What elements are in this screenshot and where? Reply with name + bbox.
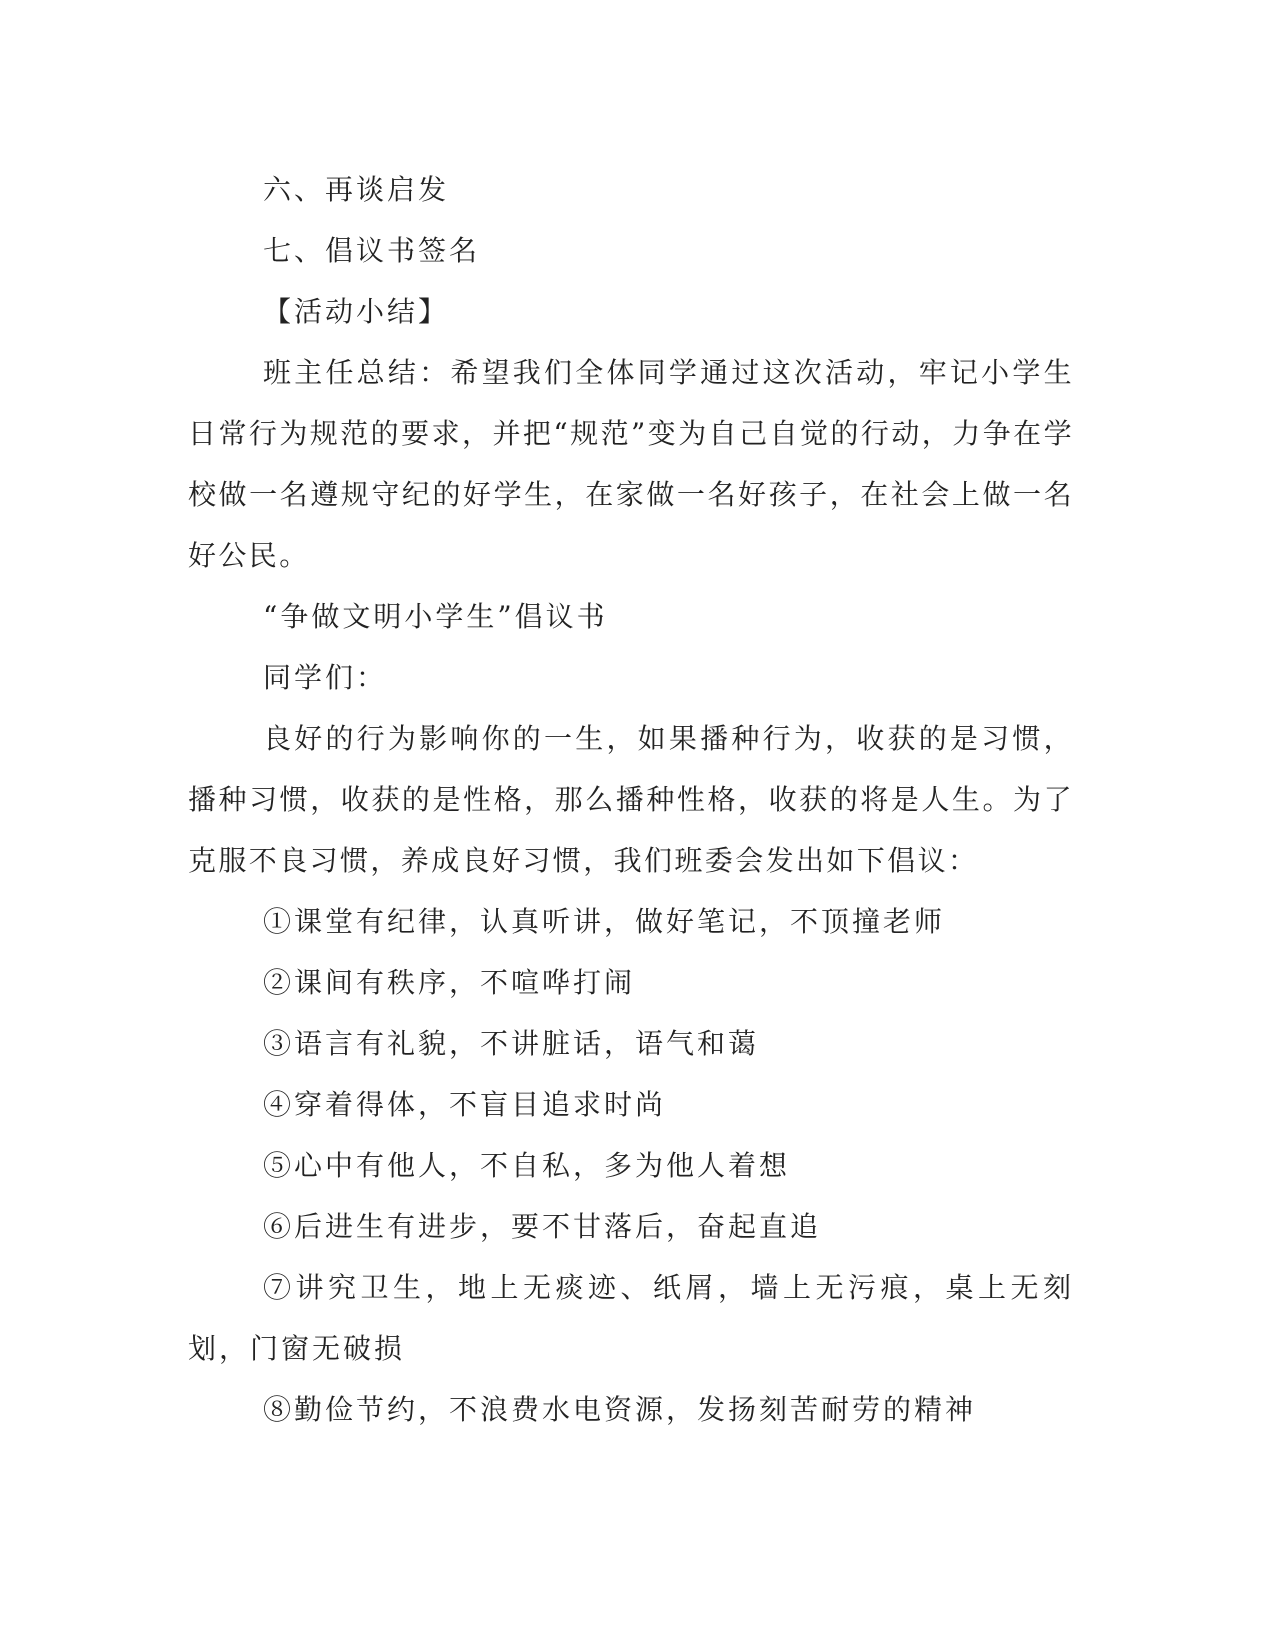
heading-six: 六、再谈启发 xyxy=(263,173,450,206)
document-body xyxy=(188,159,1074,1440)
teacher-summary-paragraph: 班主任总结：希望我们全体同学通过这次活动，牢记小学生日常行为规范的要求，并把“规范”变为自己自觉的行动，力争在学校做一名遵规守纪的好学生，在家做一名好孩子，在社会上做一名好公民。 xyxy=(188,356,1074,572)
heading-seven: 七、倡议书签名 xyxy=(263,234,481,267)
proposal-item-6: ⑥后进生有进步，要不甘落后，奋起直追 xyxy=(263,1210,822,1243)
proposal-item-8: ⑧勤俭节约，不浪费水电资源，发扬刻苦耐劳的精神 xyxy=(263,1393,977,1426)
section-title-summary: 【活动小结】 xyxy=(263,295,450,328)
proposal-intro-paragraph: 良好的行为影响你的一生，如果播种行为，收获的是习惯，播种习惯，收获的是性格，那么播种性格，收获的将是人生。为了克服不良习惯，养成良好习惯，我们班委会发出如下倡议： xyxy=(188,722,1074,877)
proposal-item-4: ④穿着得体，不盲目追求时尚 xyxy=(263,1088,667,1121)
proposal-title: “争做文明小学生”倡议书 xyxy=(263,600,608,633)
salutation: 同学们： xyxy=(263,661,388,694)
proposal-item-3: ③语言有礼貌，不讲脏话，语气和蔼 xyxy=(263,1027,760,1060)
proposal-item-7: ⑦讲究卫生，地上无痰迹、纸屑，墙上无污痕，桌上无刻划，门窗无破损 xyxy=(188,1271,1074,1365)
proposal-item-1: ①课堂有纪律，认真听讲，做好笔记，不顶撞老师 xyxy=(263,905,946,938)
proposal-item-2: ②课间有秩序，不喧哗打闹 xyxy=(263,966,636,999)
proposal-item-5: ⑤心中有他人，不自私，多为他人着想 xyxy=(263,1149,791,1182)
